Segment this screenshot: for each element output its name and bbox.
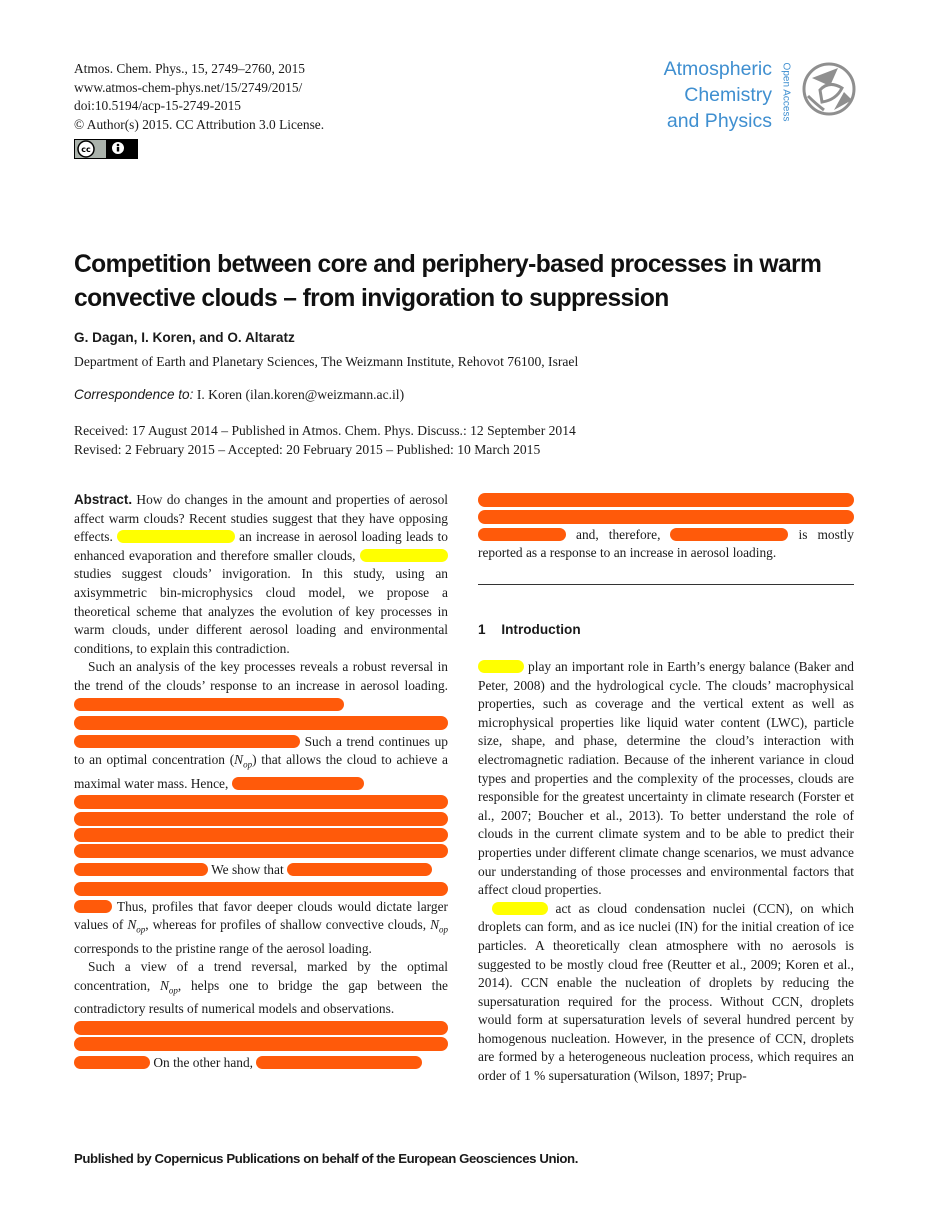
- open-access-label: [779, 54, 793, 130]
- dates-line-1: Received: 17 August 2014 – Published in Atmos. Chem. Phys. Discuss.: 12 September 2014: [74, 423, 576, 438]
- svg-text:cc: cc: [81, 145, 91, 154]
- redaction: [74, 698, 344, 711]
- abstract-continuation: and, therefore, is mostly reported as a response to an increase in aerosol loading.: [478, 491, 854, 563]
- intro-paragraph-1: play an important role in Earth’s energy balance (Baker and Peter, 2008) and the hydrological cycle. The clouds’ macrophysical properties, such as coverage and the vertical extent as well as microphysical properties like liquid water content (LWC), particle size, shape, and phase, determine the cloud’s interaction with electromagnetic radiation. Because of the inherent variance in cloud types and properties and the complexity of the processes, clouds are responsible for the greatest uncertainty in climate research (Forster et al., 2007; Boucher et al., 2013). To better understand the role of clouds in the current climate system and to be able to predict their properties under different climate change scenarios, we must advance our understanding of those processes and environmental factors that affect cloud properties.: [478, 659, 854, 898]
- section-title: Introduction: [501, 622, 581, 637]
- redaction: [74, 1037, 448, 1051]
- redaction: [74, 716, 448, 730]
- cc-by-license-icon[interactable]: [74, 139, 138, 159]
- publisher-footer: Published by Copernicus Publications on behalf of the European Geosciences Union.: [74, 1151, 578, 1166]
- highlight: [478, 660, 524, 673]
- redaction: [74, 735, 300, 748]
- redaction: [74, 1021, 448, 1035]
- abstract-label: Abstract.: [74, 492, 133, 507]
- redaction: [478, 528, 566, 541]
- citation: Atmos. Chem. Phys., 15, 2749–2760, 2015: [74, 61, 306, 76]
- paper-title: Competition between core and periphery-based processes in warm convective clouds – from invigoration to suppression: [74, 251, 822, 312]
- journal-line-2: Chemistry: [684, 84, 772, 106]
- correspondence: [74, 387, 404, 403]
- abstract-paragraph-1: Abstract. How do changes in the amount and properties of aerosol affect warm clouds? Recent studies suggest that they have opposing effects. an increase in aerosol loading leads to enhanced evaporation and therefore smaller clouds, studies suggest clouds’ invigoration. In this study, using an axisymmetric bin-microphysics cloud model, we propose a theoretical scheme that analyzes the evolution of key processes in warm clouds, under different aerosol loading and environmental conditions, to explain this contradiction.: [74, 492, 448, 656]
- redaction: [287, 863, 432, 876]
- redaction: [74, 1056, 150, 1069]
- citation-block: [74, 60, 324, 134]
- authors: G. Dagan, I. Koren, and O. Altaratz: [74, 330, 295, 345]
- section-number: 1: [478, 622, 486, 637]
- journal-line-3: and Physics: [666, 110, 772, 132]
- journal-line-1: Atmospheric: [663, 58, 772, 80]
- abstract-paragraph-2: Such an analysis of the key processes reveals a robust reversal in the trend of the clouds’ response to an increase in aerosol loading. Such a trend continues up to an optimal concentration $(N_{op})$ that allows the cloud to achieve a maximal water mass. Hence, We show that Thus, profiles that favor deeper clouds would dictate larger values of $N_{op}$, whereas for profiles of shallow convective clouds, $N_{op}$ corresponds to the pristine range of the aerosol loading.: [74, 659, 449, 956]
- redaction: [74, 900, 112, 913]
- redaction: [74, 812, 448, 826]
- dates-line-2: Revised: 2 February 2015 – Accepted: 20 February 2015 – Published: 10 March 2015: [74, 442, 541, 457]
- redaction: [670, 528, 788, 541]
- svg-text:Open Access: Open Access: [780, 62, 792, 122]
- highlight: [492, 902, 548, 915]
- journal-url[interactable]: www.atmos-chem-phys.net/15/2749/2015/: [74, 79, 303, 95]
- redaction: [74, 844, 448, 858]
- redaction: [232, 777, 364, 790]
- introduction-text: [478, 658, 854, 1086]
- redaction: [74, 882, 448, 896]
- redaction: [478, 493, 854, 507]
- section-heading: [478, 622, 581, 637]
- abstract-paragraph-3: Such a view of a trend reversal, marked by the optimal concentration, $N_{op}$, helps one to bridge the gap between the contradictory results of numerical models and observations. On the other hand,: [74, 959, 448, 1070]
- egu-logo-icon: [800, 60, 858, 118]
- publication-dates: [74, 421, 576, 459]
- redaction: [74, 795, 448, 809]
- highlight: [360, 549, 448, 562]
- redaction: [478, 510, 854, 524]
- redaction: [74, 863, 208, 876]
- abstract-column: [74, 491, 448, 1072]
- intro-paragraph-2: act as cloud condensation nuclei (CCN), on which droplets can form, and as ice nuclei (IN) for the initial creation of ice particles. A theoretically clean atmosphere with no aerosols is suggested to be mostly cloud free (Reutter et al., 2009; Koren et al., 2014). CCN enable the nucleation of droplets by reducing the supersaturation required for the process. Without CCN, droplets would form at supersaturation levels of several hundred percent by homogenous nucleation. However, in the presence of CCN, droplets are formed by a heterogeneous nucleation process, which requires an order of 1 % supersaturation (Wilson, 1897; Prup-: [478, 900, 854, 1084]
- redaction: [74, 828, 448, 842]
- highlight: [117, 530, 235, 543]
- doi[interactable]: doi:10.5194/acp-15-2749-2015: [74, 98, 241, 113]
- license: © Author(s) 2015. CC Attribution 3.0 License.: [74, 116, 325, 132]
- redaction: [256, 1056, 422, 1069]
- affiliation: Department of Earth and Planetary Sciences, The Weizmann Institute, Rehovot 76100, Israel: [74, 354, 579, 369]
- correspondence-label: Correspondence to:: [74, 387, 194, 402]
- journal-name: [664, 56, 772, 134]
- correspondence-value[interactable]: I. Koren (ilan.koren@weizmann.ac.il): [196, 387, 405, 402]
- section-divider: [478, 584, 854, 585]
